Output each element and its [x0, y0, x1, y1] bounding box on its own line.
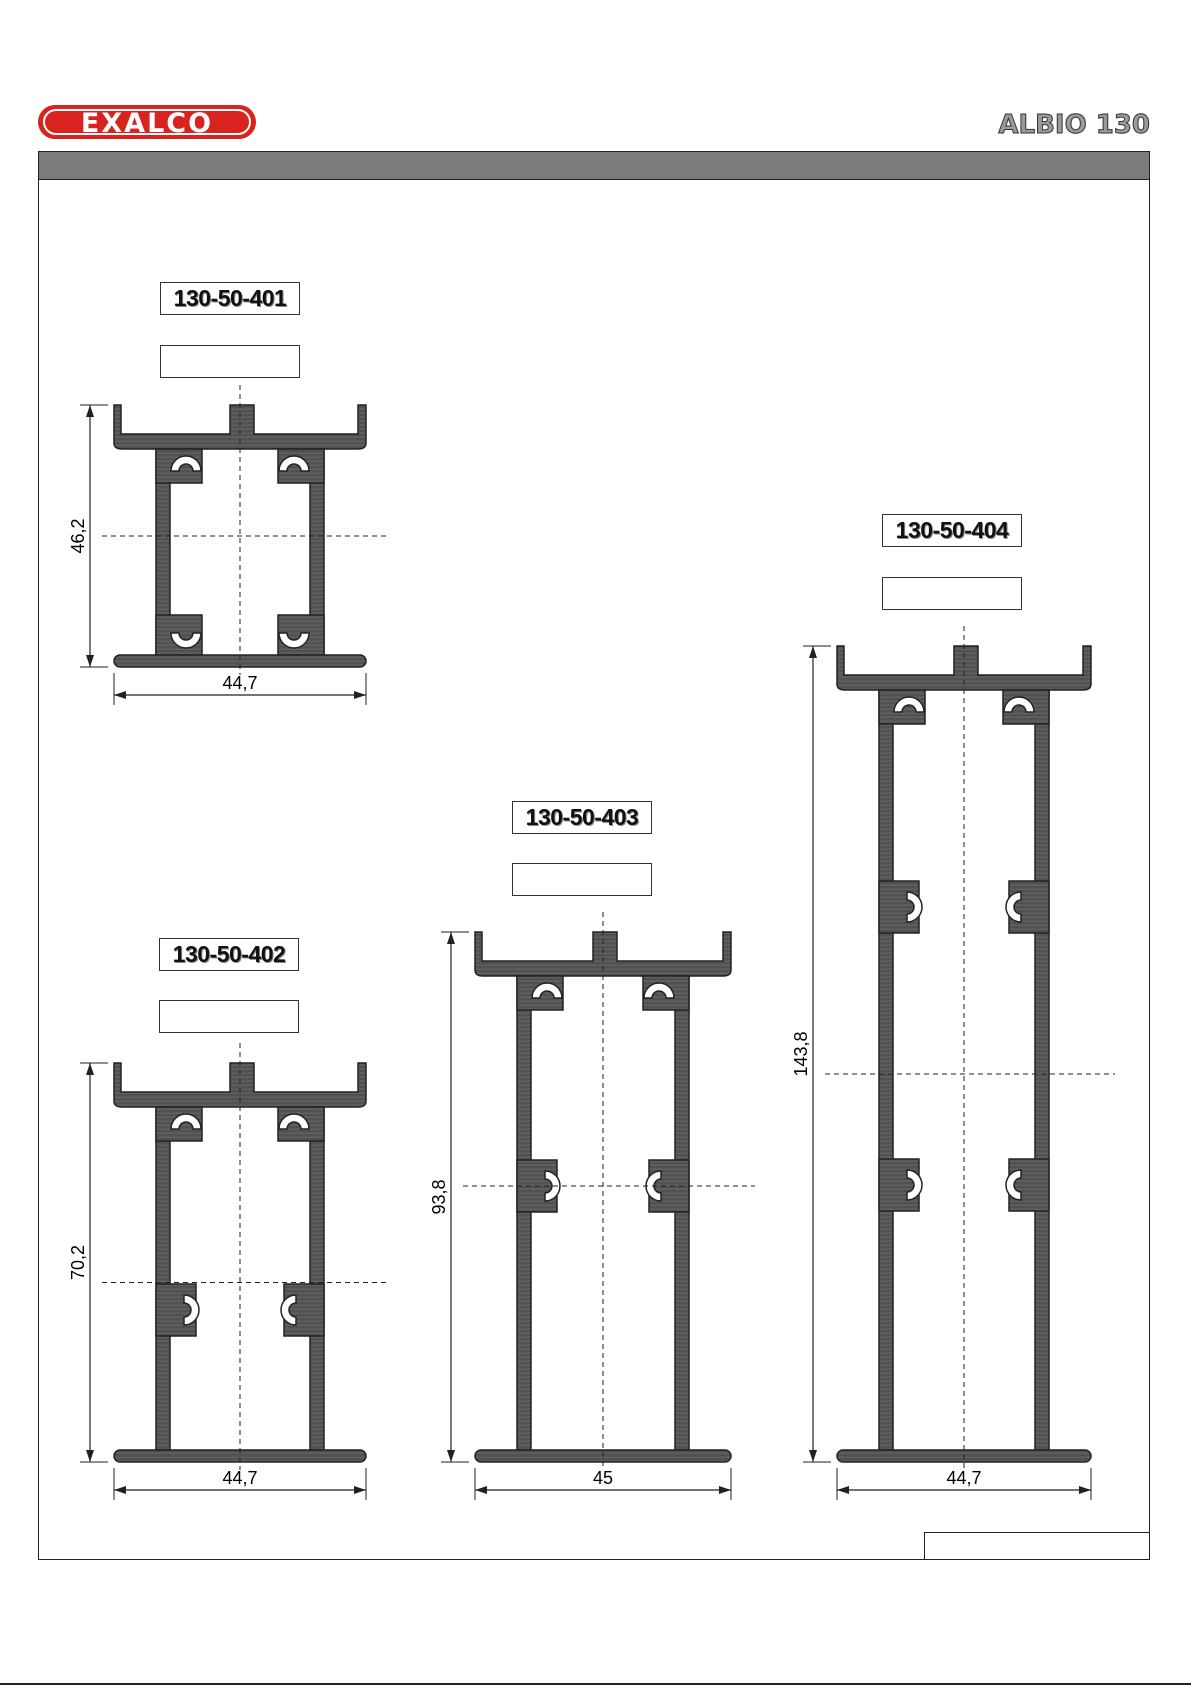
dim-arrow-top	[447, 932, 455, 944]
height-dimension-label: 70,2	[68, 1244, 88, 1281]
profile-code-402: 130-50-402	[159, 938, 299, 971]
footer-cell	[924, 1532, 1150, 1560]
left-wall	[156, 1107, 170, 1450]
profile-code-403: 130-50-403	[512, 801, 652, 834]
height-dimension-label: 143,8	[791, 1031, 811, 1077]
left-wall	[879, 690, 893, 1450]
width-dimension-label: 45	[592, 1468, 614, 1488]
mid-left-block-2	[879, 1159, 919, 1211]
mid-right-block-1	[284, 1284, 324, 1336]
mid-right-block-2	[1009, 1159, 1049, 1211]
width-dimension-label: 44,7	[946, 1468, 982, 1488]
right-wall	[1035, 690, 1049, 1450]
dim-arrow-right	[354, 1486, 366, 1494]
profile-drawing-3	[429, 912, 755, 1500]
dim-arrow-right	[354, 691, 366, 699]
left-wall	[517, 976, 531, 1450]
height-dimension-label: 93,8	[429, 1179, 449, 1215]
series-text: ALBIO 130	[998, 110, 1150, 138]
dim-arrow-top	[86, 405, 94, 417]
width-dimension-label: 44,7	[222, 673, 258, 693]
profile-code-401: 130-50-401	[160, 282, 300, 315]
dim-arrow-left	[837, 1486, 849, 1494]
dim-arrow-bottom	[86, 1450, 94, 1462]
dim-arrow-left	[114, 691, 126, 699]
dim-arrow-right	[1079, 1486, 1091, 1494]
dim-arrow-right	[719, 1486, 731, 1494]
height-dimension-label: 46,2	[68, 518, 88, 554]
right-wall	[675, 976, 689, 1450]
profile-code-404: 130-50-404	[882, 514, 1022, 547]
width-dimension-label: 44,7	[222, 1468, 258, 1488]
right-wall	[310, 1107, 324, 1450]
profile-drawing-1	[68, 385, 390, 705]
mid-left-block-1	[879, 881, 919, 933]
dim-arrow-left	[475, 1486, 487, 1494]
profile-drawing-4	[791, 626, 1115, 1500]
dim-arrow-left	[114, 1486, 126, 1494]
dim-arrow-bottom	[447, 1450, 455, 1462]
dim-arrow-top	[809, 646, 817, 658]
dim-arrow-bottom	[86, 655, 94, 667]
profile-drawing-2	[68, 1043, 390, 1500]
dim-arrow-top	[86, 1063, 94, 1075]
dim-arrow-bottom	[809, 1450, 817, 1462]
brand-text: EXALCO	[80, 108, 214, 139]
mid-right-block-1	[1009, 881, 1049, 933]
mid-left-block-1	[156, 1284, 196, 1336]
